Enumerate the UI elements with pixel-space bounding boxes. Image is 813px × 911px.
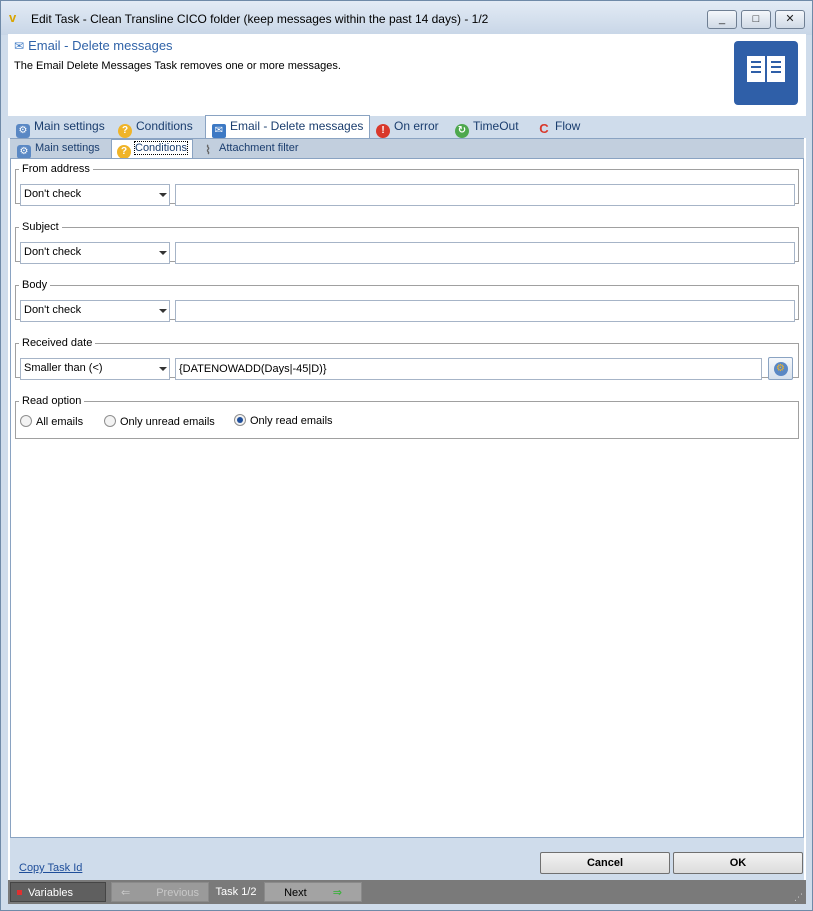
task-title [14,38,173,53]
tab-timeout[interactable]: ↻ TimeOut [449,116,525,138]
copy-task-id-link[interactable]: Copy Task Id [19,862,83,874]
subject-legend: Subject [22,221,59,233]
chevron-down-icon [159,367,167,371]
resize-grip-icon[interactable]: ⋰ [794,892,803,902]
conditions-panel [10,158,804,838]
radio-only-unread-emails[interactable]: Only unread emails [104,415,215,428]
body-legend: Body [22,279,48,291]
chevron-down-icon [159,251,167,255]
dialog-footer [10,838,804,880]
subtab-attachment-filter[interactable]: ⌇ Attachment filter [196,140,303,159]
arrow-left-icon: ⇐ [120,887,131,899]
variables-icon [17,890,22,895]
gear-icon: ⚙ [16,124,30,138]
gear-icon: ⚙ [17,145,31,159]
tab-conditions[interactable]: ? Conditions [112,116,199,138]
subject-input[interactable] [175,242,795,264]
email-icon: ✉ [14,39,25,53]
app-logo-icon: v [9,10,17,25]
read-option-legend: Read option [22,395,82,407]
minimize-button[interactable]: _ [707,10,737,29]
sub-tab-strip [10,138,804,158]
paperclip-icon: ⌇ [205,143,211,157]
radio-button-selected[interactable] [234,414,246,426]
next-button[interactable]: Next ⇒ [264,882,362,902]
body-group [15,279,799,320]
window-title: Edit Task - Clean Transline CICO folder (keep messages within the past 14 days) - 1/2 [31,12,489,26]
radio-button[interactable] [20,415,32,427]
tab-main-settings[interactable]: ⚙ Main settings [10,116,111,138]
body-operator-select[interactable]: Don't check [20,300,170,322]
read-option-group [15,395,799,439]
radio-only-read-emails[interactable]: Only read emails [234,414,333,427]
question-icon: ? [118,124,132,138]
maximize-button[interactable]: □ [741,10,771,29]
from-address-input[interactable] [175,184,795,206]
subtab-conditions[interactable]: ? Conditions [111,139,193,159]
task-navigation-bar [8,880,806,904]
arrow-right-icon: ⇒ [332,887,342,899]
title-bar[interactable] [1,1,812,35]
received-date-operator-select[interactable]: Smaller than (<) [20,358,170,380]
task-description: The Email Delete Messages Task removes one or more messages. [14,60,341,72]
tab-flow[interactable]: C Flow [531,116,586,138]
flow-icon: C [539,121,549,136]
radio-all-emails[interactable]: All emails [20,415,83,428]
subject-operator-select[interactable]: Don't check [20,242,170,264]
tab-on-error[interactable]: ! On error [370,116,445,138]
variables-button[interactable]: Variables [10,882,106,902]
dialog-client [8,34,806,904]
subject-group [15,221,799,262]
ok-button[interactable]: OK [673,852,803,874]
timeout-icon: ↻ [455,124,469,138]
subtab-main-settings[interactable]: ⚙ Main settings [12,140,105,159]
received-date-legend: Received date [22,337,93,349]
variable-picker-button[interactable] [768,357,793,380]
task-position-label: Task 1/2 [215,886,257,898]
tab-email-delete-messages[interactable]: ✉ Email - Delete messages [205,115,370,138]
email-icon: ✉ [212,124,226,138]
question-icon: ? [117,145,131,159]
book-icon [734,41,798,105]
from-address-group [15,163,799,204]
main-tab-strip [8,116,806,138]
cancel-button[interactable]: Cancel [540,852,670,874]
gear-icon: ⚙ [774,362,788,376]
task-title-text: Email - Delete messages [28,38,173,53]
radio-button[interactable] [104,415,116,427]
received-date-group [15,337,799,378]
previous-button[interactable]: ⇐ Previous [111,882,209,902]
close-button[interactable]: ✕ [775,10,805,29]
error-icon: ! [376,124,390,138]
task-header [8,34,806,116]
body-input[interactable] [175,300,795,322]
chevron-down-icon [159,193,167,197]
from-address-operator-select[interactable]: Don't check [20,184,170,206]
chevron-down-icon [159,309,167,313]
received-date-input[interactable]: {DATENOWADD(Days|-45|D)} [175,358,762,380]
from-address-legend: From address [22,163,90,175]
